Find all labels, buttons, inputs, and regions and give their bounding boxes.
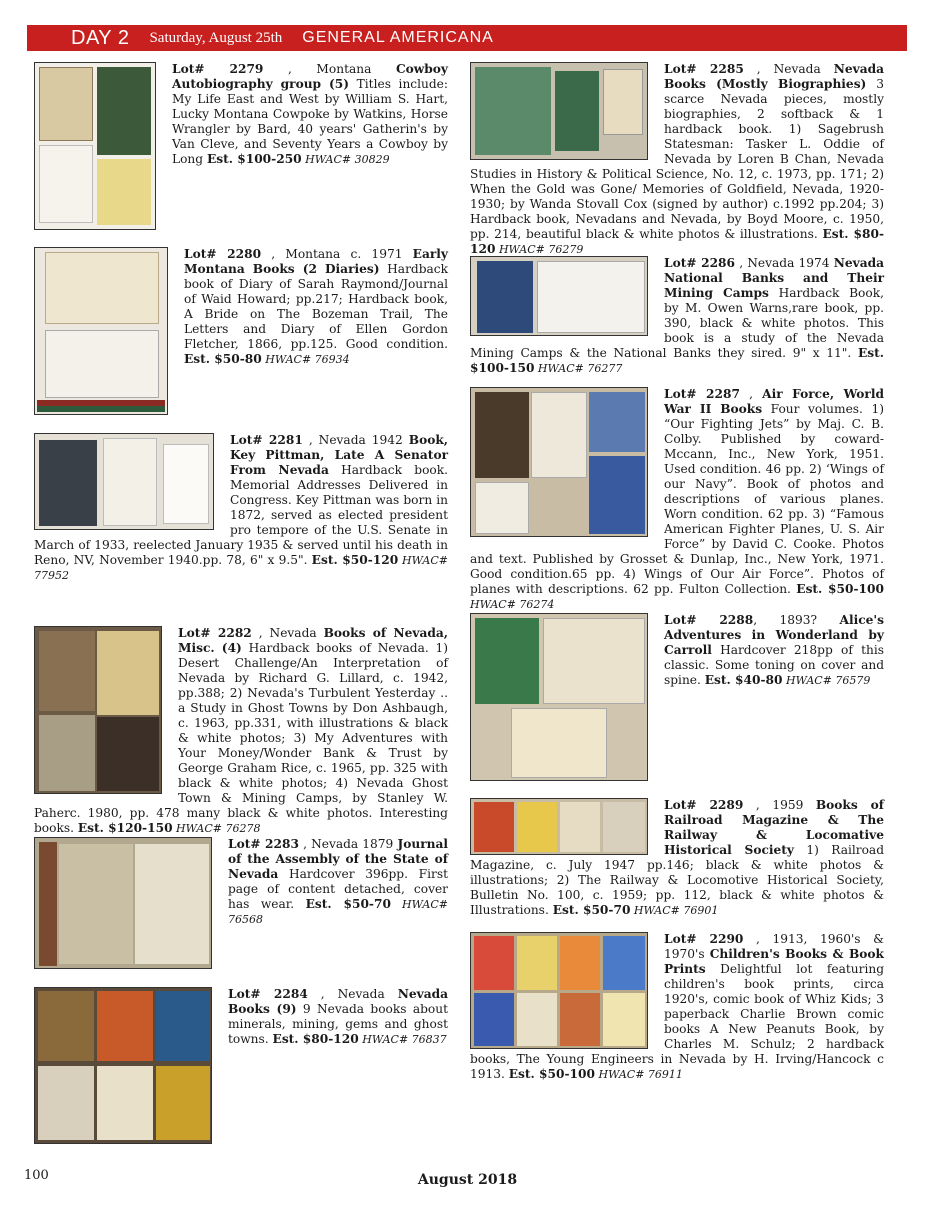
lot-title: Early Montana Books (2 Diaries)	[184, 247, 448, 276]
lot-estimate: Est. $80-120	[470, 227, 885, 256]
lot-location: , 1913, 1960's & 1970's	[664, 932, 885, 961]
lot-2284	[34, 987, 448, 1146]
lot-estimate: Est. $50-70	[552, 903, 631, 917]
lot-number: Lot# 2282	[178, 626, 252, 640]
lot-title: Alice's Adventures in Wonderland by Carroll	[664, 613, 884, 657]
lot-image	[34, 837, 212, 969]
lot-title: Books of Nevada, Misc. (4)	[178, 626, 448, 655]
lot-2290	[470, 932, 884, 1082]
lot-hwac: HWAC# 76568	[228, 898, 448, 926]
lot-title: Nevada National Banks and Their Mining Camps	[664, 256, 885, 300]
lot-description: Hardback book. Memorial Addresses Delivered in Congress. Key Pittman was born in 1872, served as elected president pro tempore of the U.S. Senate in March of 1933, reelected January 1935 & served until his death in Reno, NV, November 1940.pp. 78, 6" x 9.5".	[34, 463, 448, 567]
lot-hwac: HWAC# 77952	[34, 554, 448, 582]
lot-title: Books of Railroad Magazine & The Railway & Locomative Historical Society	[664, 798, 885, 857]
lot-description: Four volumes. 1) “Our Fighting Jets” by Maj. C. B. Colby. Published by coward-Mccann, Inc., New York, 1951. Used condition. 46 pp. 2) ‘Wings of our Navy”. Book of photos and descriptions of various planes. Worn condition. 62 pp. 3) “Famous American Fighter Planes, U. S. Air Force” by David C. Cooke. Photos and text. Published by Grosset & Dunlap, Inc., New York, 1971. Good condition.65 pp. 4) Wings of Our Air Force”. Photos of planes with descriptions. 62 pp. Fulton Collection.	[470, 402, 884, 596]
lot-image	[470, 62, 648, 160]
lot-location: ,	[739, 387, 763, 401]
lot-description: Hardcover 218pp of this classic. Some toning on cover and spine.	[664, 643, 884, 687]
lot-title: Nevada Books (Mostly Biographies)	[664, 62, 885, 91]
lot-title: Air Force, World War II Books	[664, 387, 884, 416]
lot-location: , Nevada	[251, 626, 324, 640]
lot-description: Hardcover 396pp. First page of content detached, cover has wear.	[228, 867, 448, 911]
lot-description: 3 scarce Nevada pieces, mostly biographies, 2 softback & 1 hardback book. 1) Sagebrush Statesman: Tasker L. Oddie of Nevada by Loren B Chan, Nevada Studies in History & Political Science, No. 12, c. 1973, pp. 171; 2) When the Gold was Gone/ Memories of Goldfield, Nevada, 1920-1930; by Wanda Stovall Cox (signed by author) c.1992 pp.204; 3) Hardback book, Nevadans and Nevada, by Boyd Moore, c. 1950, pp. 214, beautiful black & white photos & illustrations.	[470, 77, 884, 241]
lot-location: , Nevada	[743, 62, 834, 76]
lot-2282	[34, 626, 448, 836]
lot-number: Lot# 2287	[664, 387, 740, 401]
lot-location: , Montana c. 1971	[261, 247, 413, 261]
lot-estimate: Est. $50-100	[796, 582, 884, 596]
lot-hwac: HWAC# 76901	[630, 904, 719, 917]
lot-description: 9 Nevada books about minerals, mining, gems and ghost towns.	[228, 1002, 448, 1046]
lot-image	[470, 798, 648, 855]
lot-image	[34, 433, 214, 530]
lot-image	[34, 62, 156, 230]
lot-estimate: Est. $80-120	[272, 1032, 359, 1046]
lot-hwac: HWAC# 76911	[594, 1068, 683, 1081]
lot-description: Delightful lot featuring children's book prints, circa 1920's, comic book of Whiz Kids; 3 paperback Charlie Brown comic books A New Peanuts Book, by Charles M. Schulz; 2 hardback books, The Young Engineers in Nevada by H. Irving/Hancock c 1913.	[470, 962, 884, 1081]
lot-image	[34, 987, 212, 1144]
banner-day: DAY 2	[71, 26, 130, 49]
lot-2286	[470, 256, 884, 376]
lot-estimate: Est. $120-150	[77, 821, 173, 835]
lot-image	[34, 247, 168, 415]
lot-number: Lot# 2286	[664, 256, 736, 270]
lot-location: , Nevada 1942	[302, 433, 409, 447]
lot-location: , Montana	[263, 62, 396, 76]
lot-estimate: Est. $50-100	[508, 1067, 595, 1081]
lot-number: Lot# 2290	[664, 932, 744, 946]
lot-hwac: HWAC# 76934	[261, 353, 350, 366]
day-banner	[27, 25, 907, 51]
lot-image	[470, 932, 648, 1049]
lot-2281	[34, 433, 448, 583]
banner-category: GENERAL AMERICANA	[302, 29, 494, 46]
lot-number: Lot# 2283	[228, 837, 299, 851]
banner-date: Saturday, August 25th	[149, 29, 283, 46]
lot-number: Lot# 2288	[664, 613, 754, 627]
lot-2287	[470, 387, 884, 612]
lot-number: Lot# 2289	[664, 798, 744, 812]
lot-hwac: HWAC# 76279	[495, 243, 584, 256]
lot-image	[470, 256, 648, 336]
lot-location: , Nevada 1974	[735, 256, 834, 270]
lot-image	[470, 387, 648, 537]
lot-description: Hardback book of Diary of Sarah Raymond/Journal of Waid Howard; pp.217; Hardback book, A Bride on The Bozeman Trail, The Letters and Diary of Ellen Gordon Fletcher, 1866, pp.125. Good condition.	[184, 262, 448, 351]
lot-number: Lot# 2281	[230, 433, 303, 447]
lot-description: Hardback books of Nevada. 1) Desert Challenge/An Interpretation of Nevada by Richard G. Lillard, c. 1942, pp.388; 2) Nevada's Turbulent Yesterday .. a Study in Ghost Towns by Don Ashbaugh, c. 1963, pp.331, with illustrations & black & white photos; 3) My Adventures with Your Money/Wonder Bank & Trust by George Graham Rice, c. 1965, pp. 325 with black & white photos; 4) Nevada Ghost Town & Mining Camps, by Stanley W. Paherc. 1980, pp. 478 many black & white photos. Interesting books.	[34, 641, 448, 835]
lot-location: , 1893?	[753, 613, 840, 627]
lot-title: Book, Key Pittman, Late A Senator From Nevada	[230, 433, 449, 477]
page-number: 100	[24, 1168, 49, 1183]
lot-title: Journal of the Assembly of the State of Nevada	[228, 837, 449, 881]
lot-hwac: HWAC# 76274	[470, 598, 555, 611]
lot-title: Children's Books & Book Prints	[664, 947, 884, 976]
lot-number: Lot# 2279	[172, 62, 264, 76]
lot-estimate: Est. $50-70	[305, 897, 391, 911]
lot-image	[34, 626, 162, 794]
lot-location: , 1959	[743, 798, 816, 812]
lot-estimate: Est. $50-120	[311, 553, 399, 567]
lot-hwac: HWAC# 76579	[782, 674, 871, 687]
lot-2279	[34, 62, 448, 232]
lot-description: Titles include: My Life East and West by William S. Hart, Lucky Montana Cowpoke by Watkins, Horse Wrangler by Bard, 40 years' Gatherin's by Van Cleve, and Seventy Years a Cowboy by Long	[172, 77, 448, 166]
lot-hwac: HWAC# 76837	[358, 1033, 447, 1046]
footer-date: August 2018	[417, 1172, 518, 1188]
lot-2285	[470, 62, 884, 257]
lot-2288	[470, 613, 884, 783]
lot-image	[470, 613, 648, 781]
lot-hwac: HWAC# 76277	[534, 362, 623, 375]
lot-hwac: HWAC# 76278	[172, 822, 261, 835]
lot-estimate: Est. $50-80	[184, 352, 262, 366]
lot-location: , Nevada	[307, 987, 398, 1001]
lot-number: Lot# 2284	[228, 987, 308, 1001]
lot-description: 1) Railroad Magazine, c. July 1947 pp.146; black & white photos & illustrations; 2) The Railway & Locomotive Historical Society, Bulletin No. 100, c. 1959; pp. 112, black & white photos & Illustrations.	[470, 843, 884, 917]
lot-title: Cowboy Autobiography group (5)	[172, 62, 448, 91]
lot-title: Nevada Books (9)	[228, 987, 449, 1016]
lot-estimate: Est. $40-80	[704, 673, 783, 687]
lot-2280	[34, 247, 448, 417]
lot-2289	[470, 798, 884, 918]
lot-estimate: Est. $100-250	[206, 152, 302, 166]
lot-description: Hardback Book, by M. Owen Warns,rare book, pp. 390, black & white photos. This book is a study of the Nevada Mining Camps & the National Banks they sired. 9" x 11".	[470, 286, 884, 360]
lot-number: Lot# 2280	[184, 247, 262, 261]
lot-hwac: HWAC# 30829	[301, 153, 390, 166]
lot-number: Lot# 2285	[664, 62, 744, 76]
lot-2283	[34, 837, 448, 971]
lot-estimate: Est. $100-150	[470, 346, 884, 375]
lot-location: , Nevada 1879	[298, 837, 398, 851]
